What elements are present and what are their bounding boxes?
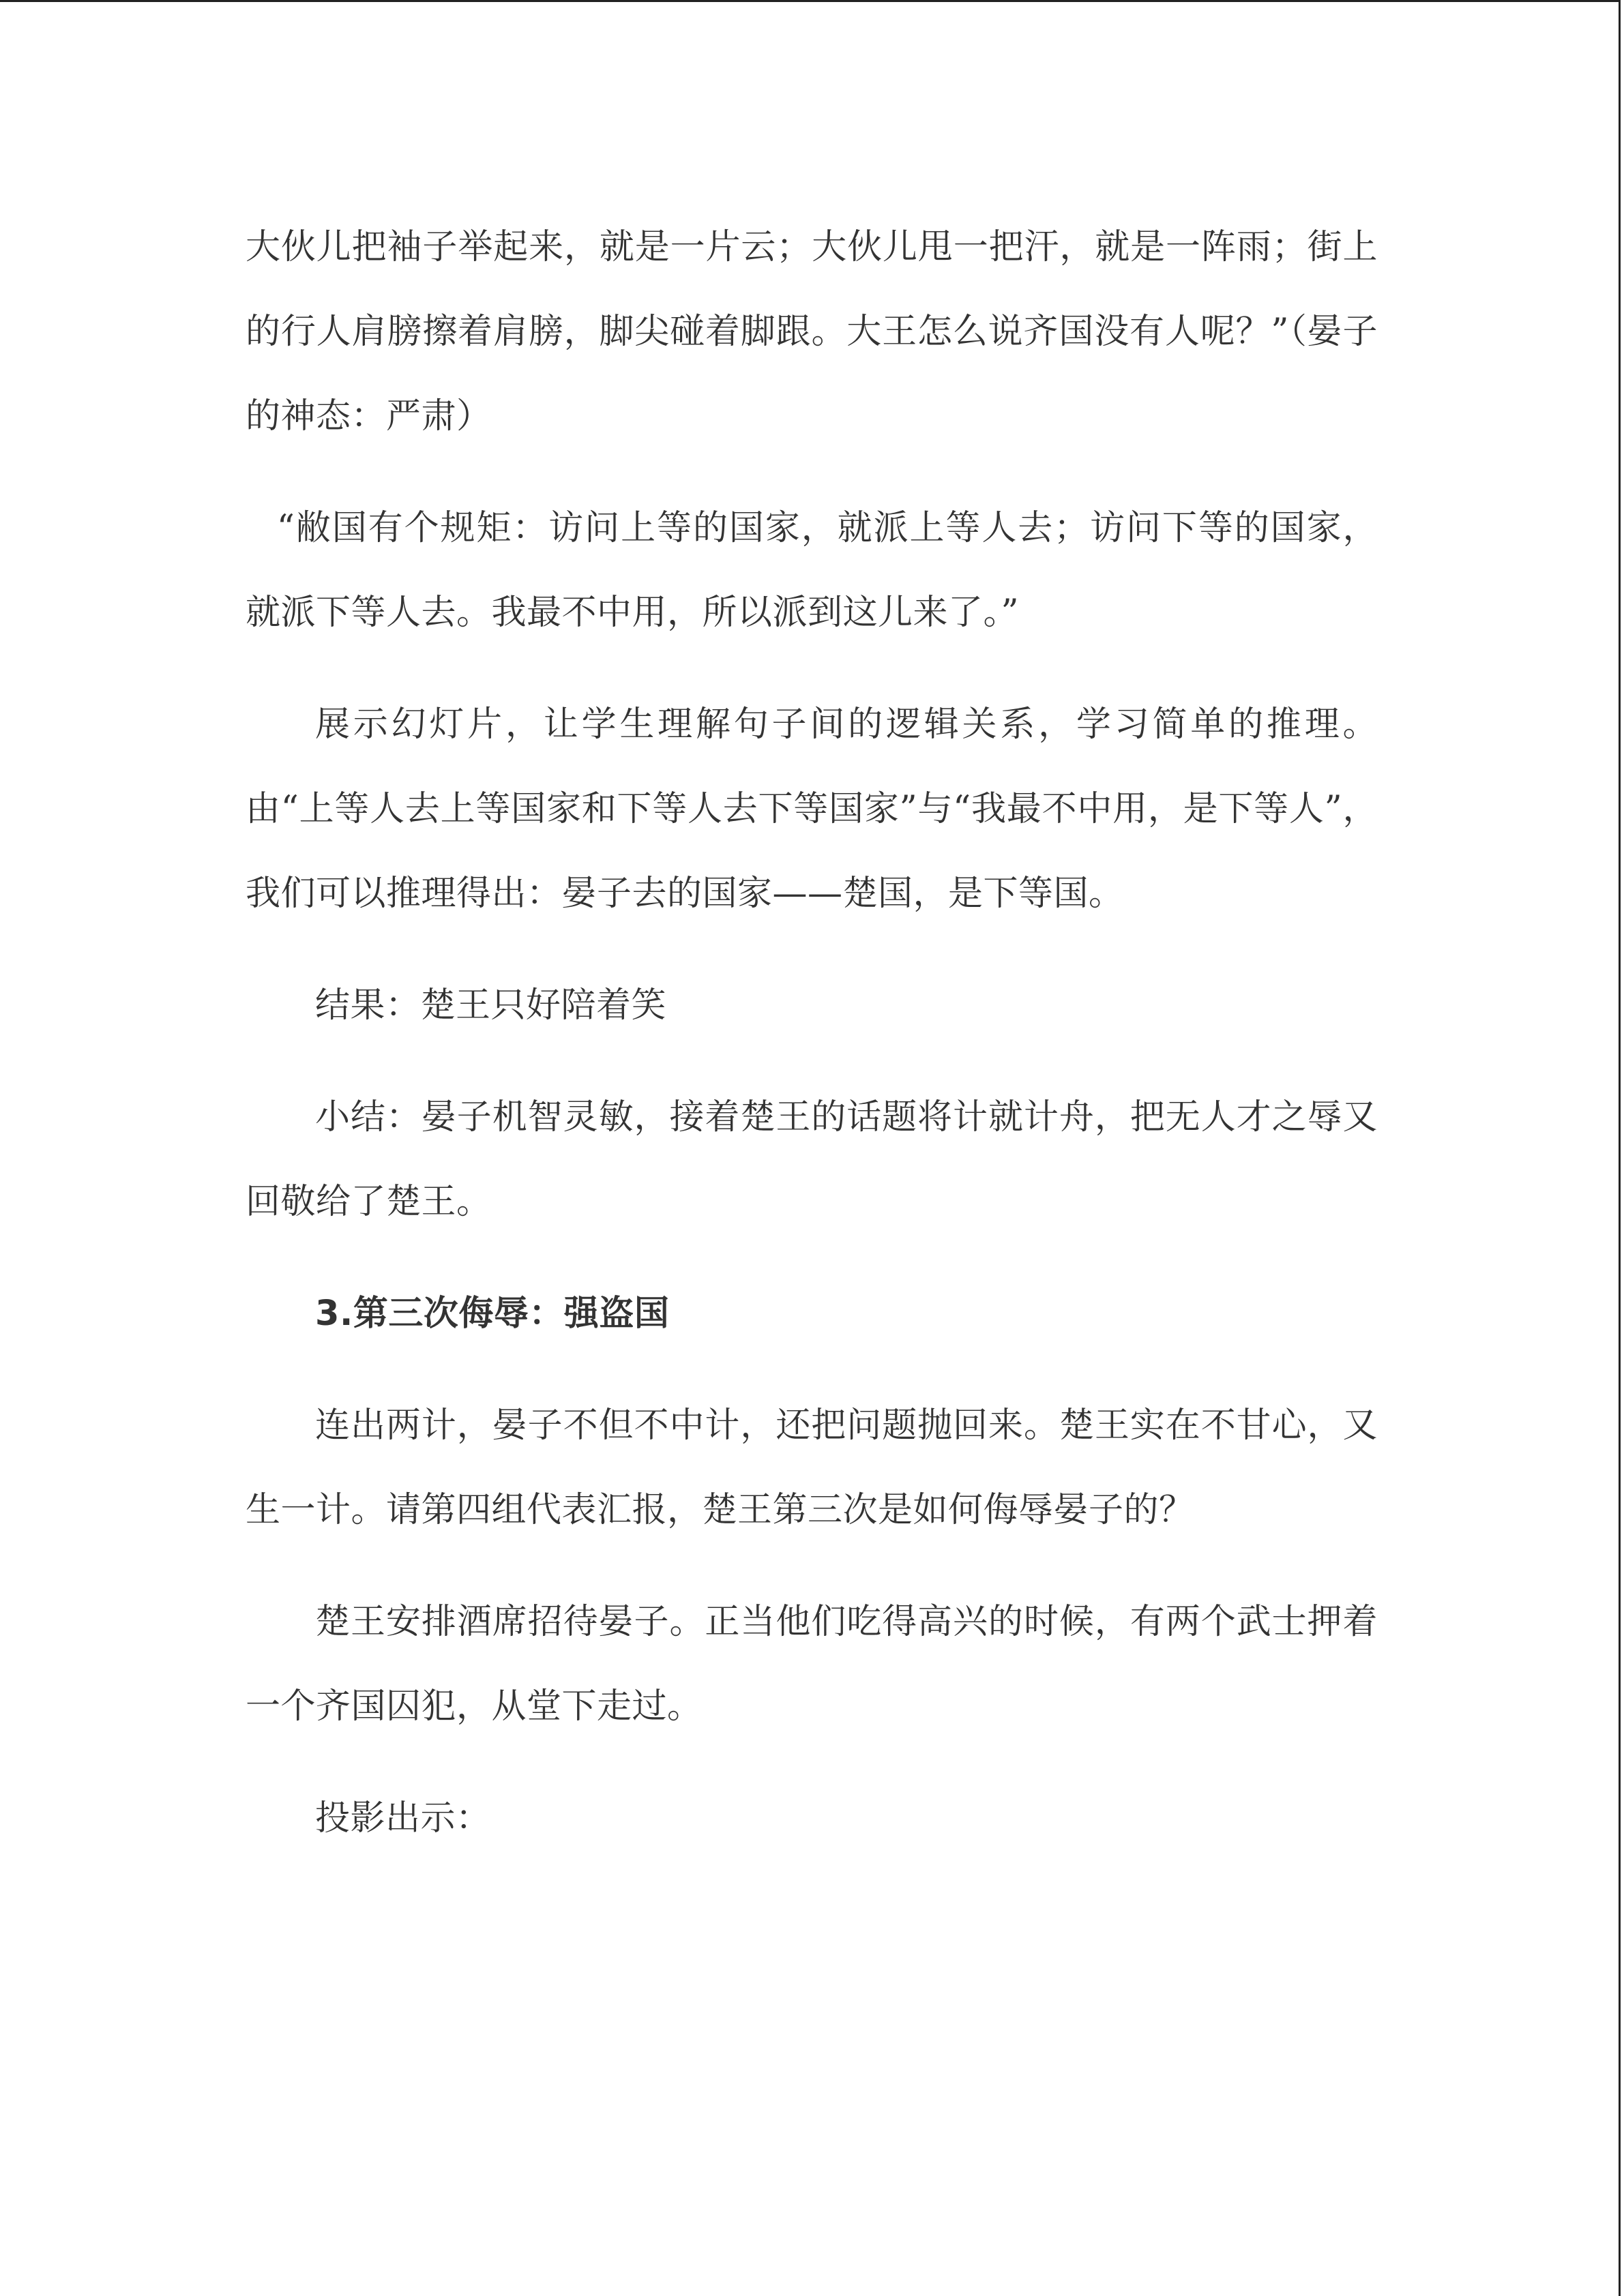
section-heading: 3.第三次侮辱：强盗国 <box>315 1294 670 1334</box>
paragraph-continuation: 大伙儿把袖子举起来，就是一片云；大伙儿甩一把汗，就是一阵雨；街上的行人肩膀擦着肩膀，脚尖碰着脚跟。大王怎么说齐国没有人呢？”（晏子的神态：严肃） <box>246 227 1378 436</box>
paragraph-summary: 小结：晏子机智灵敏，接着楚王的话题将计就计舟，把无人才之辱又回敬给了楚王。 <box>246 1097 1378 1222</box>
paragraph-projection: 投影出示： <box>315 1798 491 1838</box>
paragraph-result: 结果：楚王只好陪着笑 <box>315 985 667 1026</box>
paragraph-quote: “敝国有个规矩：访问上等的国家，就派上等人去；访问下等的国家，就派下等人去。我最不中用，所以派到这儿来了。” <box>246 508 1378 633</box>
paragraph-slide-explanation: 展示幻灯片，让学生理解句子间的逻辑关系，学习简单的推理。由“上等人去上等国家和下等人去下等国家”与“我最不中用，是下等人”，我们可以推理得出：晏子去的国家——楚国，是下等国。 <box>246 704 1378 914</box>
paragraph-third-insult-intro: 连出两计，晏子不但不中计，还把问题抛回来。楚王实在不甘心，又生一计。请第四组代表汇报，楚王第三次是如何侮辱晏子的？ <box>246 1405 1378 1530</box>
paragraph-banquet: 楚王安排酒席招待晏子。正当他们吃得高兴的时候，有两个武士押着一个齐国囚犯，从堂下走过。 <box>246 1602 1378 1727</box>
document-body <box>246 205 1378 1888</box>
